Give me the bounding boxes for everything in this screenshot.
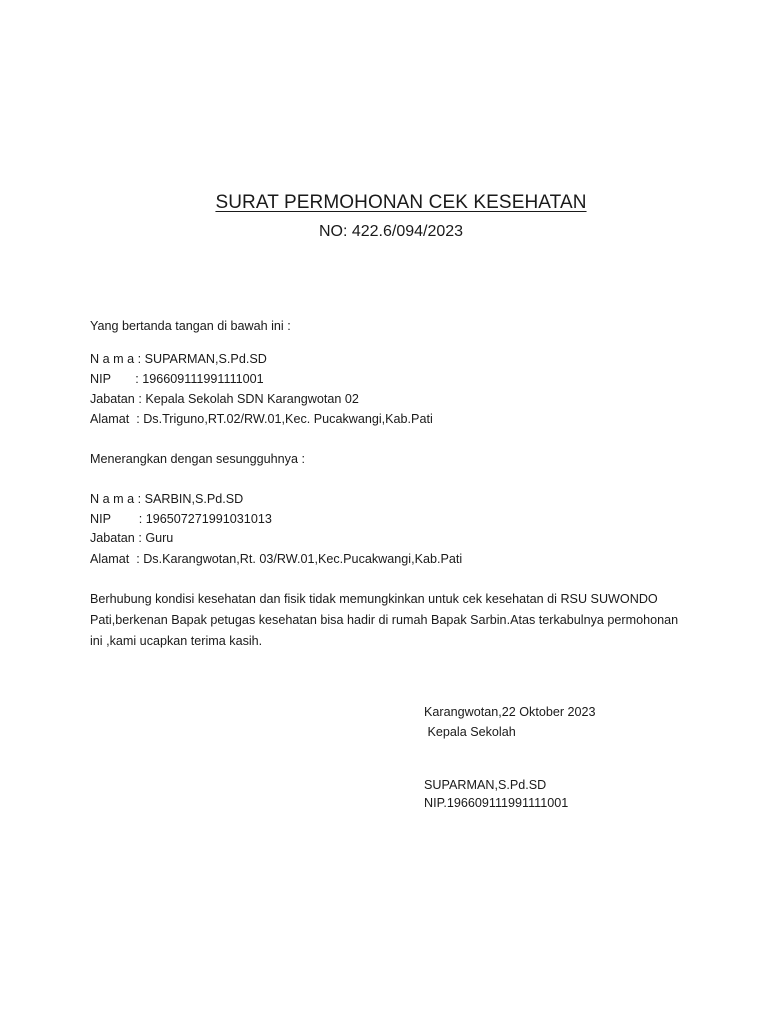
subject-position: Jabatan : Guru	[90, 531, 174, 545]
statement-line: Menerangkan dengan sesungguhnya :	[90, 452, 305, 466]
body-paragraph-line-3: ini ,kami ucapkan terima kasih.	[90, 634, 263, 648]
subject-address: Alamat : Ds.Karangwotan,Rt. 03/RW.01,Kec.Pucakwangi,Kab.Pati	[90, 552, 463, 566]
letter-title	[0, 192, 768, 214]
subject-name: N a m a : SARBIN,S.Pd.SD	[90, 492, 244, 506]
closing-name: SUPARMAN,S.Pd.SD	[424, 778, 547, 792]
body-paragraph-line-2: Pati,berkenan Bapak petugas kesehatan bisa hadir di rumah Bapak Sarbin.Atas terkabulnya permohonan	[90, 613, 679, 627]
letter-number: NO: 422.6/094/2023	[318, 223, 464, 240]
closing-nip: NIP.196609111991111001	[424, 796, 569, 810]
signer-address: Alamat : Ds.Triguno,RT.02/RW.01,Kec. Pucakwangi,Kab.Pati	[90, 412, 433, 426]
closing-role: Kepala Sekolah	[424, 725, 516, 739]
body-paragraph-line-1: Berhubung kondisi kesehatan dan fisik tidak memungkinkan untuk cek kesehatan di RSU SUWONDO	[90, 592, 658, 606]
intro-line: Yang bertanda tangan di bawah ini :	[90, 319, 291, 333]
letter-title-text: SURAT PERMOHONAN CEK KESEHATAN	[215, 192, 587, 213]
closing-place-date: Karangwotan,22 Oktober 2023	[424, 705, 596, 719]
subject-nip: NIP : 196507271991031013	[90, 512, 272, 526]
signer-position: Jabatan : Kepala Sekolah SDN Karangwotan 02	[90, 392, 359, 406]
signer-nip: NIP : 196609111991111001	[90, 372, 264, 386]
signer-name: N a m a : SUPARMAN,S.Pd.SD	[90, 352, 267, 366]
